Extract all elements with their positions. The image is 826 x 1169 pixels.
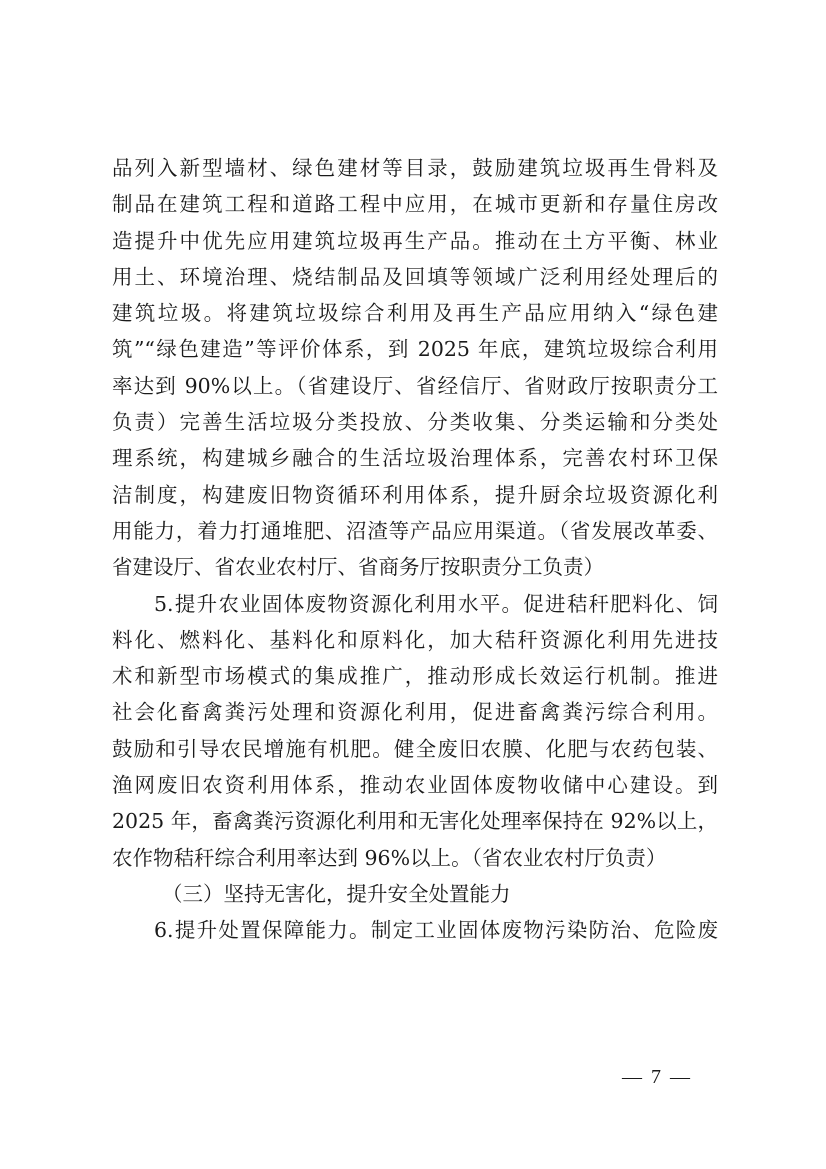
item-6-title-line: 6.提升处置保障能力。制定工业固体废物污染防治、危险废: [154, 918, 718, 943]
paragraph-line: 渔网废旧农资利用体系，推动农业固体废物收储中心建设。到: [112, 773, 718, 798]
paragraph-line: 率达到 90%以上。（省建设厅、省经信厅、省财政厅按职责分工: [112, 373, 718, 398]
section-heading: （三）坚持无害化，提升安全处置能力: [162, 881, 511, 906]
paragraph-line: 用能力，着力打通堆肥、沼渣等产品应用渠道。（省发展改革委、: [112, 518, 718, 543]
paragraph-line: 农作物秸秆综合利用率达到 96%以上。（省农业农村厅负责）: [112, 845, 667, 870]
paragraph-line: 品列入新型墙材、绿色建材等目录，鼓励建筑垃圾再生骨料及: [112, 156, 718, 180]
paragraph-line: 理系统，构建城乡融合的生活垃圾治理体系，完善农村环卫保: [112, 446, 718, 471]
paragraph-line: 2025 年，畜禽粪污资源化利用和无害化处理率保持在 92%以上，: [112, 809, 718, 834]
paragraph-line: 建筑垃圾。将建筑垃圾综合利用及再生产品应用纳入“绿色建: [112, 301, 718, 326]
paragraph-line: 社会化畜禽粪污处理和资源化利用，促进畜禽粪污综合利用。: [112, 700, 718, 725]
paragraph-line: 术和新型市场模式的集成推广，推动形成长效运行机制。推进: [112, 664, 718, 689]
paragraph-line: 料化、燃料化、基料化和原料化，加大秸秆资源化利用先进技: [112, 627, 718, 652]
paragraph-line: 用土、环境治理、烧结制品及回填等领域广泛利用经处理后的: [112, 264, 718, 289]
paragraph-line: 省建设厅、省农业农村厅、省商务厅按职责分工负责）: [112, 555, 604, 580]
paragraph-line: 负责）完善生活垃圾分类投放、分类收集、分类运输和分类处: [112, 410, 718, 435]
paragraph-line: 筑”“绿色建造”等评价体系，到 2025 年底，建筑垃圾综合利用: [112, 337, 718, 362]
paragraph-line: 制品在建筑工程和道路工程中应用，在城市更新和存量住房改: [112, 192, 718, 217]
item-5-title-line: 5.提升农业固体废物资源化利用水平。促进秸秆肥料化、饲: [154, 591, 718, 616]
paragraph-line: 鼓励和引导农民增施有机肥。健全废旧农膜、化肥与农药包装、: [112, 736, 718, 761]
document-body: [112, 150, 718, 949]
paragraph-line: 洁制度，构建废旧物资循环利用体系，提升厨余垃圾资源化利: [112, 482, 718, 507]
paragraph-line: 造提升中优先应用建筑垃圾再生产品。推动在土方平衡、林业: [112, 228, 718, 253]
page-number: — 7 —: [622, 1066, 692, 1088]
